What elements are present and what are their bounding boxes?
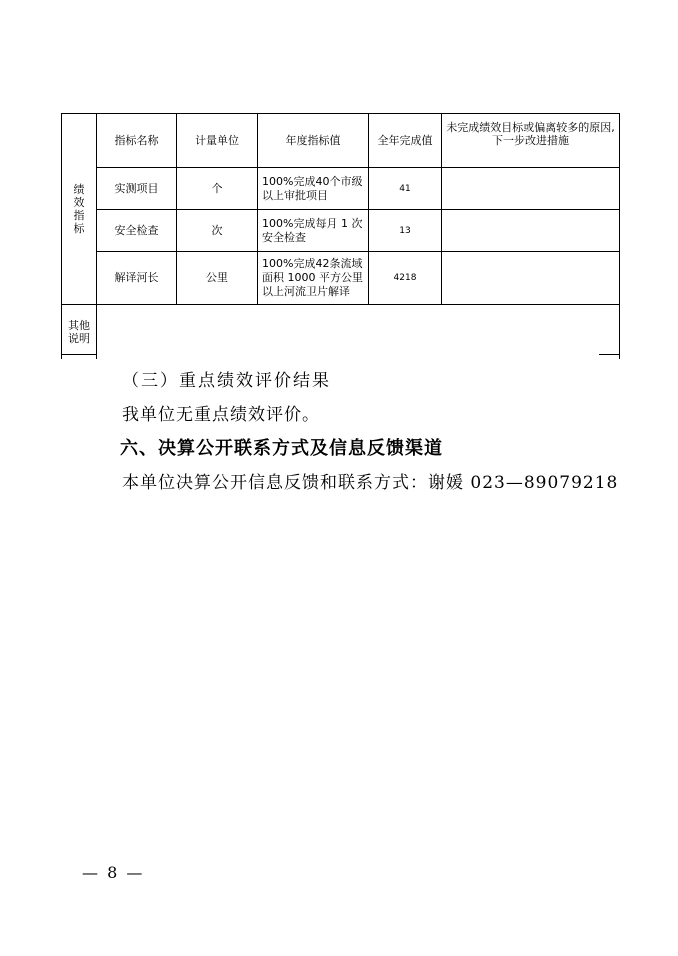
body-text: 我单位无重点绩效评价。	[122, 405, 320, 425]
other-notes-content	[97, 305, 620, 360]
indicator-target: 100%完成42条流域面积 1000 平方公里以上河流卫片解译	[258, 252, 369, 305]
indicator-note	[442, 168, 620, 210]
table-bottom-edge-left	[61, 354, 96, 355]
table-header-row	[62, 114, 620, 168]
sub-heading: （三）重点绩效评价结果	[122, 371, 331, 391]
indicator-actual: 13	[369, 210, 442, 252]
other-notes-row	[62, 305, 620, 360]
header-cell: 计量单位	[177, 114, 258, 168]
contact-line: 本单位决算公开信息反馈和联系方式：谢媛 023—89079218	[122, 473, 619, 493]
indicator-note	[442, 252, 620, 305]
other-label: 其他 说明	[62, 305, 97, 360]
indicator-unit: 个	[177, 168, 258, 210]
table-row	[62, 210, 620, 252]
indicator-unit: 公里	[177, 252, 258, 305]
indicator-name: 解译河长	[97, 252, 177, 305]
indicator-unit: 次	[177, 210, 258, 252]
indicator-note	[442, 210, 620, 252]
group-label: 绩 效 指 标	[62, 114, 97, 305]
header-cell: 全年完成值	[369, 114, 442, 168]
header-cell: 指标名称	[97, 114, 177, 168]
indicator-name: 实测项目	[97, 168, 177, 210]
table-row	[62, 252, 620, 305]
indicator-actual: 4218	[369, 252, 442, 305]
indicator-actual: 41	[369, 168, 442, 210]
table-row	[62, 168, 620, 210]
header-cell: 年度指标值	[258, 114, 369, 168]
indicator-target: 100%完成每月 1 次安全检查	[258, 210, 369, 252]
indicator-target: 100%完成40个市级以上审批项目	[258, 168, 369, 210]
section-heading: 六、决算公开联系方式及信息反馈渠道	[120, 438, 443, 459]
page-number: — 8 —	[82, 863, 145, 882]
indicator-name: 安全检查	[97, 210, 177, 252]
header-cell: 未完成绩效目标或偏离较多的原因,下一步改进措施	[442, 114, 620, 168]
table-bottom-edge-right	[599, 354, 619, 355]
performance-table	[61, 113, 620, 359]
